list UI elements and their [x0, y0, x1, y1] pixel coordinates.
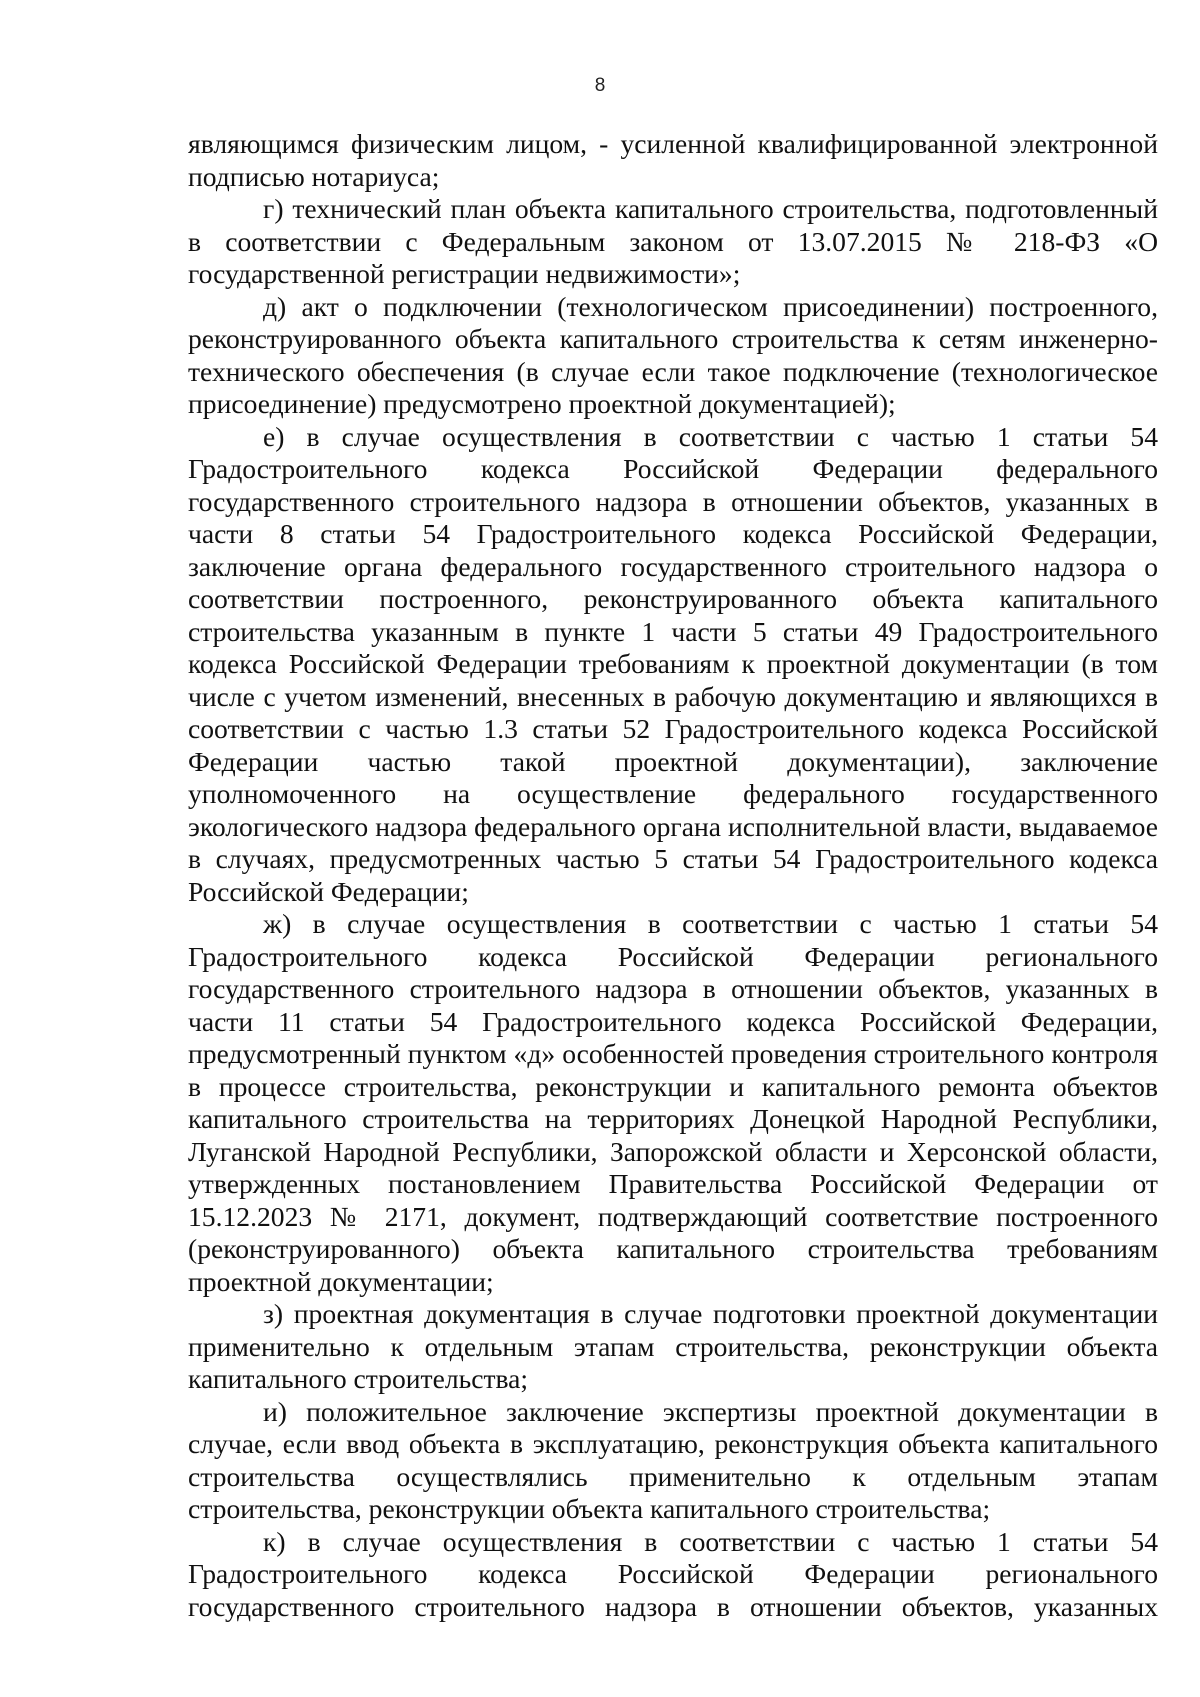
- paragraph-item-zh: ж) в случае осуществления в соответствии с частью 1 статьи 54 Градостроительного кодекса Российской Федерации регионального государственного строительного надзора в отношении объектов, указанных в части 11 статьи 54 Градостроительного кодекса Российской Федерации, предусмотренный пунктом «д» особенностей проведения строительного контроля в процессе строительства, реконструкции и капитального ремонта объектов капитального строительства на территориях Донецкой Народной Республики, Луганской Народной Республики, Запорожской области и Херсонской области, утвержденных постановлением Правительства Российской Федерации от 15.12.2023 № 2171, документ, подтверждающий соответствие построенного (реконструированного) объекта капитального строительства требованиям проектной документации;: [188, 908, 1158, 1297]
- paragraph-item-g: г) технический план объекта капитального строительства, подготовленный в соответствии с Федеральным законом от 13.07.2015 № 218-ФЗ «О государственной регистрации недвижимости»;: [188, 193, 1158, 289]
- paragraph-item-e: е) в случае осуществления в соответствии с частью 1 статьи 54 Градостроительного кодекса Российской Федерации федерального государственного строительного надзора в отношении объектов, указанных в части 8 статьи 54 Градостроительного кодекса Российской Федерации, заключение органа федерального государственного строительного надзора о соответствии построенного, реконструированного объекта капитального строительства указанным в пункте 1 части 5 статьи 49 Градостроительного кодекса Российской Федерации требованиям к проектной документации (в том числе с учетом изменений, внесенных в рабочую документацию и являющихся в соответствии с частью 1.3 статьи 52 Градостроительного кодекса Российской Федерации частью такой проектной документации), заключение уполномоченного на осуществление федерального государственного экологического надзора федерального органа исполнительной власти, выдаваемое в случаях, предусмотренных частью 5 статьи 54 Градостроительного кодекса Российской Федерации;: [188, 420, 1158, 907]
- document-body: [188, 128, 1158, 1623]
- paragraph-item-d: д) акт о подключении (технологическом присоединении) построенного, реконструированного объекта капитального строительства к сетям инженерно-технического обеспечения (в случае если такое подключение (технологическое присоединение) предусмотрено проектной документацией);: [188, 290, 1158, 419]
- paragraph-item-k: к) в случае осуществления в соответствии с частью 1 статьи 54 Градостроительного кодекса Российской Федерации регионального государственного строительного надзора в отношении объектов, указанных: [188, 1525, 1158, 1622]
- paragraph-continuation: являющимся физическим лицом, - усиленной квалифицированной электронной подписью нотариуса;: [188, 128, 1158, 192]
- paragraph-item-i: и) положительное заключение экспертизы проектной документации в случае, если ввод объекта в эксплуатацию, реконструкция объекта капитального строительства осуществлялись применительно к отдельным этапам строительства, реконструкции объекта капитального строительства;: [188, 1395, 1158, 1524]
- paragraph-item-z: з) проектная документация в случае подготовки проектной документации применительно к отдельным этапам строительства, реконструкции объекта капитального строительства;: [188, 1298, 1158, 1394]
- page-number: 8: [594, 75, 606, 96]
